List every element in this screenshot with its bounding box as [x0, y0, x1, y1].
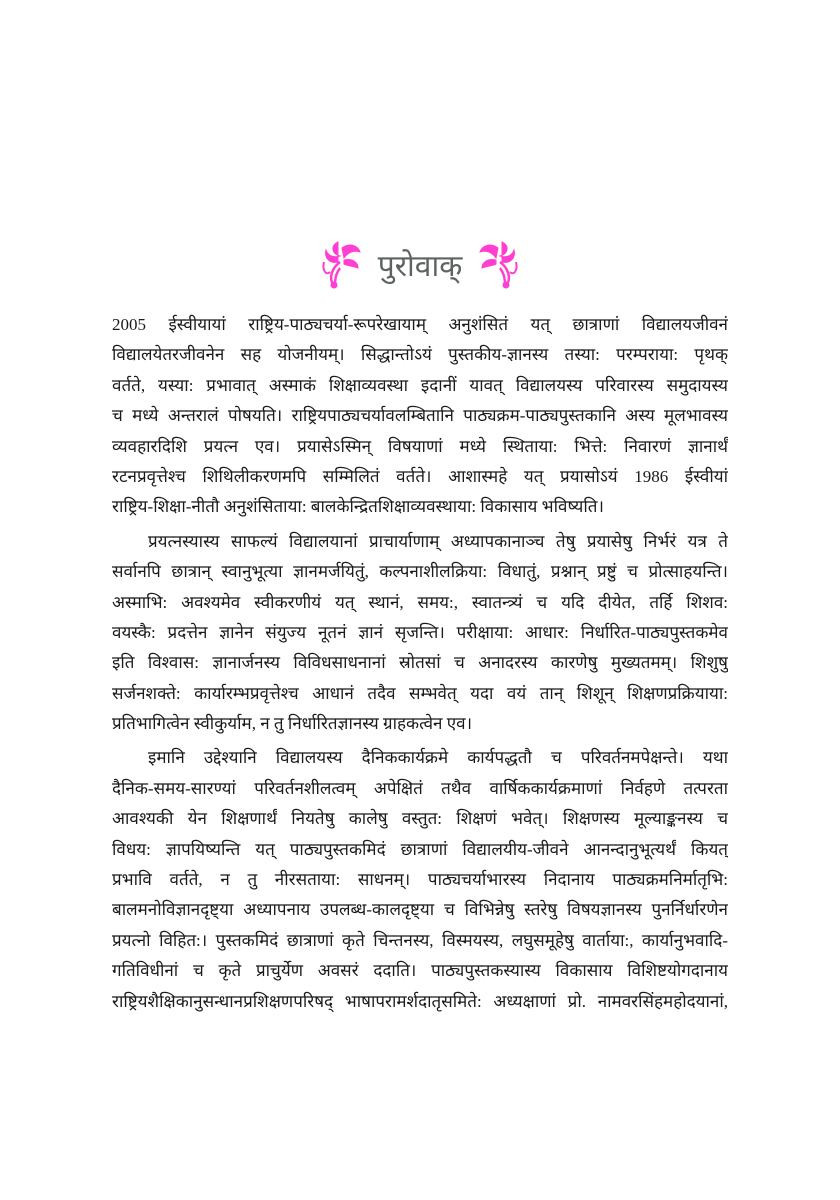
text-line: इति विश्वास: ज्ञानार्जनस्य विविधसाधनानां स्रोतसां च अनादरस्य कारणेषु मुख्यतमम्। शिशुषु: [112, 653, 728, 673]
text-line: आवश्यकी येन शिक्षणार्थं नियतेषु कालेषु वस्तुत: शिक्षणं भवेत्। शिक्षणस्य मूल्याङ्कनस्य च: [112, 809, 728, 829]
text-line: रटनप्रवृत्तेश्च शिथिलीकरणमपि सम्मिलितं वर्तते। आशास्महे यत् प्रयासोऽयं 1986 ईस्वीयां: [112, 466, 728, 486]
text-line: प्रतिभागित्वेन स्वीकुर्याम, न तु निर्धारितज्ञानस्य ग्राहकत्वेन एव।: [112, 714, 473, 734]
paragraph: [112, 310, 728, 523]
paragraph: [112, 743, 728, 1017]
left-floral-ornament-icon: [320, 238, 364, 290]
page-title: पुरोवाक्: [377, 248, 463, 284]
text-line: वर्तते, यस्या: प्रभावात् अस्माकं शिक्षाव्यवस्था इदानीं यावत् विद्यालयस्य परिवारस्य समुदायस्य: [112, 375, 728, 395]
text-line: विधय: ज्ञापयिष्यन्ति यत् पाठ्यपुस्तकमिदं छात्राणां विद्यालयीय-जीवने आनन्दानुभूत्यर्थं कियत्: [112, 839, 728, 859]
text-line: राष्ट्रिय-शिक्षा-नीतौ अनुशंसिताया: बालकेन्द्रितशिक्षाव्यवस्थाया: विकासाय भविष्यति।: [112, 497, 604, 517]
text-line: दैनिक-समय-सारण्यां परिवर्तनशीलत्वम् अपेक्षितं तथैव वार्षिककार्यक्रमाणां निर्वहणे तत्परता: [112, 778, 728, 798]
text-line: सर्वानपि छात्रान् स्वानुभूत्या ज्ञानमर्जयितुं, कल्पनाशीलक्रिया: विधातुं, प्रश्नान् प्रष्टुं च प्रोत्साहयन्ति।: [112, 562, 728, 582]
text-line: प्रभावि वर्तते, न तु नीरसताया: साधनम्। पाठ्यचर्याभारस्य निदानाय पाठ्यक्रमनिर्मातृभि:: [112, 870, 728, 890]
text-line: 2005 ईस्वीयायां राष्ट्रिय-पाठ्यचर्या-रूपरेखायाम् अनुशंसितं यत् छात्राणां विद्यालयजीवनं: [112, 315, 728, 334]
text-line: गतिविधीनां च कृते प्राचुर्येण अवसरं ददाति। पाठ्यपुस्तकस्यास्य विकासाय विशिष्टयोगदानाय: [112, 961, 728, 981]
text-line: प्रयत्नस्यास्य साफल्यं विद्यालयानां प्राचार्याणाम् अध्यापकानाञ्च तेषु प्रयासेषु निर्भरं यत्र ते: [148, 531, 728, 551]
right-floral-ornament-icon: [476, 238, 520, 290]
heading: [0, 238, 840, 290]
text-line: वयस्कै: प्रदत्तेन ज्ञानेन संयुज्य नूतनं ज्ञानं सृजन्ति। परीक्षाया: आधार: निर्धारित-पाठ्यपुस्तकमेव: [112, 622, 728, 642]
text-line: अस्माभि: अवश्यमेव स्वीकरणीयं यत् स्थानं, समय:, स्वातन्त्र्यं च यदि दीयेत, तर्हि शिशव:: [112, 592, 728, 612]
text-line: च मध्ये अन्तरालं पोषयति। राष्ट्रियपाठ्यचर्यावलम्बितानि पाठ्यक्रम-पाठ्यपुस्तकानि अस्य मूलभावस्य: [112, 406, 728, 426]
text-line: प्रयत्नो विहित:। पुस्तकमिदं छात्राणां कृते चिन्तनस्य, विस्मयस्य, लघुसमूहेषु वार्ताया:, कार्यानुभवादि-: [112, 930, 728, 950]
text-line: सर्जनशक्ते: कार्यारम्भप्रवृत्तेश्च आधानं तदैव सम्भवेत् यदा वयं तान् शिशून् शिक्षणप्रक्रियाया:: [112, 683, 728, 703]
paragraph: [112, 527, 728, 740]
text-line: राष्ट्रियशैक्षिकानुसन्धानप्रशिक्षणपरिषद् भाषापरामर्शदातृसमिते: अध्यक्षाणां प्रो. नामवरसिंहमहोदयानां,: [112, 991, 728, 1011]
text-line: विद्यालयेतरजीवनेन सह योजनीयम्। सिद्धान्तोऽयं पुस्तकीय-ज्ञानस्य तस्या: परम्पराया: पृथक्: [112, 345, 728, 365]
text-line: बालमनोविज्ञानदृष्ट्या अध्यापनाय उपलब्ध-कालदृष्ट्या च विभिन्नेषु स्तरेषु विषयज्ञानस्य पुनर्निर्धारणेन: [112, 900, 728, 920]
text-line: व्यवहारदिशि प्रयत्न एव। प्रयासेऽस्मिन् विषयाणां मध्ये स्थिताया: भित्ते: निवारणं ज्ञानार्थं: [112, 436, 728, 456]
foreword-body: [112, 310, 728, 1021]
text-line: इमानि उद्देश्यानि विद्यालयस्य दैनिककार्यक्रमे कार्यपद्धतौ च परिवर्तनमपेक्षन्ते। यथा: [148, 748, 728, 768]
